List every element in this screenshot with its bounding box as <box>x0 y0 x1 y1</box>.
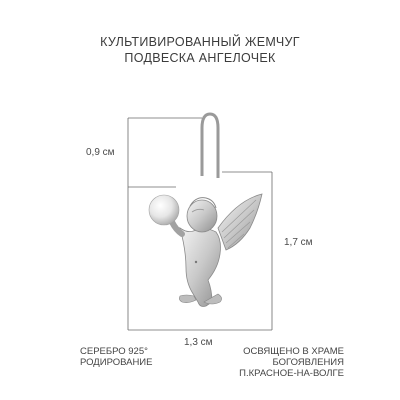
loop-height-label: 0,9 см <box>86 147 115 158</box>
blessing-line-2: БОГОЯВЛЕНИЯ <box>272 357 344 368</box>
blessing-line-1: ОСВЯЩЕНО В ХРАМЕ <box>243 346 344 357</box>
pearl <box>149 195 179 225</box>
title-line-2: ПОДВЕСКА АНГЕЛОЧЕК <box>124 51 276 65</box>
angel-head <box>187 198 217 232</box>
pendant-bail <box>202 114 218 178</box>
width-label: 1,3 см <box>184 337 213 348</box>
angel-wing <box>218 194 262 250</box>
blessing-line-3: П.КРАСНОЕ-НА-ВОЛГЕ <box>239 368 344 379</box>
material-text: СЕРЕБРО 925° <box>80 346 148 357</box>
angel-body <box>172 222 222 307</box>
blessing-info <box>239 346 344 379</box>
material-info <box>80 346 152 368</box>
total-height-label: 1,7 см <box>284 237 313 248</box>
title-line-1: КУЛЬТИВИРОВАННЫЙ ЖЕМЧУГ <box>100 35 300 49</box>
coating-text: РОДИРОВАНИЕ <box>80 357 153 368</box>
